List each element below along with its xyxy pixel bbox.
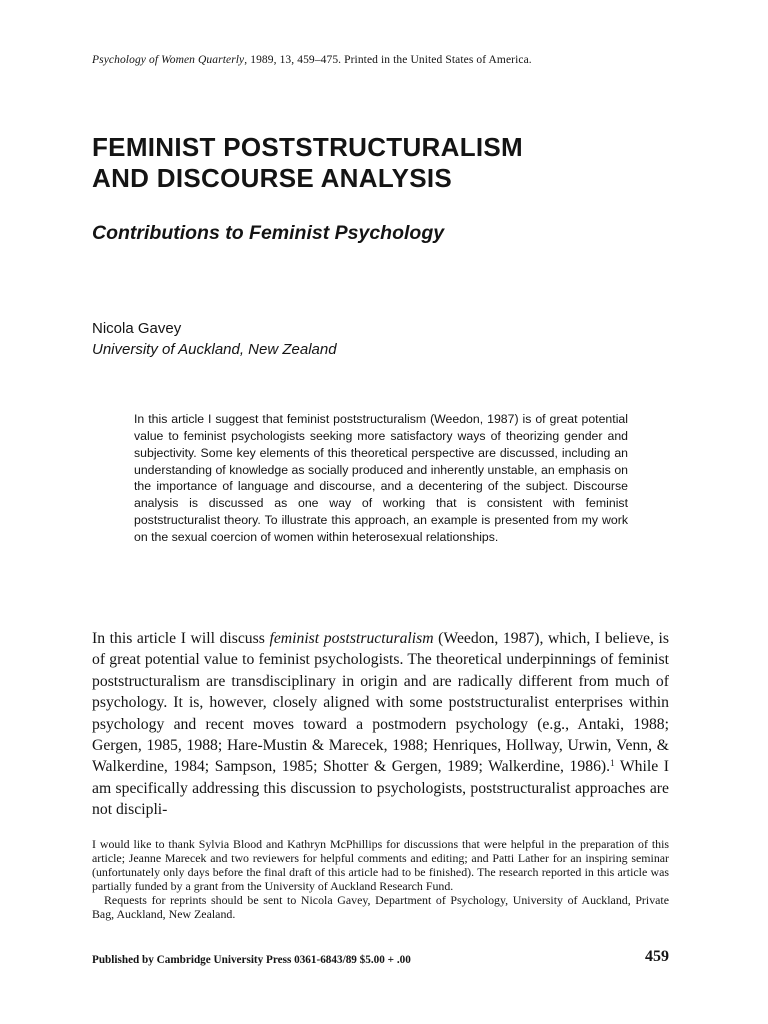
title-line-2: AND DISCOURSE ANALYSIS [92, 163, 453, 193]
page-number: 459 [645, 948, 669, 965]
author-block [92, 318, 692, 360]
body-text-a: (Weedon, 1987), which, I believe, is of great potential value to feminist psychologists. The theoretical underpinnings of feminist poststructuralism are transdisciplinary in origin and are radically different from much of psychology. It is, however, closely aligned with some poststructuralist enterprises within psychology and recent moves toward a postmodern psychology (e.g., Antaki, 1988; Gergen, 1985, 1988; Hare-Mustin & Marecek, 1988; Henriques, Hollway, Urwin, Venn, & Walkerdine, 1984; Sampson, 1985; Shotter & Gergen, 1989; Walkerdine, 1986). [92, 630, 669, 776]
acknowledgments-note: I would like to thank Sylvia Blood and Kathryn McPhillips for discussions that were helpful in the preparation of this article; Jeanne Marecek and two reviewers for helpful comments and editing; and Patti Lather for an inspiring seminar (unfortunately only days before the final draft of this article had to be finished). The research reported in this article was partially funded by a grant from the University of Auckland Research Fund. [92, 837, 669, 894]
body-text-b: While I am specifically addressing this discussion to psychologists, poststructuralist approaches are not discipli- [92, 758, 670, 819]
body-paragraph [92, 628, 669, 821]
footnote-marker: 1 [610, 758, 615, 769]
body-key-term: feminist poststructuralism [269, 630, 434, 647]
article-subtitle: Contributions to Feminist Psychology [92, 222, 445, 244]
reprints-note: Requests for reprints should be sent to Nicola Gavey, Department of Psychology, University of Auckland, Private Bag, Auckland, New Zealand. [92, 893, 669, 922]
journal-name: Psychology of Women Quarterly [92, 54, 245, 66]
title-line-1: FEMINIST POSTSTRUCTURALISM [92, 132, 524, 162]
footnotes [92, 837, 669, 922]
publisher-line: Published by Cambridge University Press 0361-6843/89 $5.00 + .00 [92, 954, 411, 966]
journal-citation [92, 54, 692, 66]
abstract: In this article I suggest that feminist poststructuralism (Weedon, 1987) is of great potential value to feminist psychologists seeking more satisfactory ways of theorizing gender and subjectivity. Some key elements of this theoretical perspective are discussed, including an understanding of knowledge as socially produced and inherently unstable, an emphasis on the importance of language and discourse, and a decentering of the subject. Discourse analysis is discussed as one way of working that is consistent with feminist poststructuralist theory. To illustrate this approach, an example is presented from my work on the sexual coercion of women within heterosexual relationships. [134, 412, 628, 544]
article-title [92, 132, 692, 194]
author-name: Nicola Gavey [92, 320, 182, 337]
body-intro: In this article I will discuss [92, 630, 270, 647]
author-affiliation: University of Auckland, New Zealand [92, 341, 337, 358]
citation-details: , 1989, 13, 459–475. Printed in the United States of America. [244, 54, 532, 66]
